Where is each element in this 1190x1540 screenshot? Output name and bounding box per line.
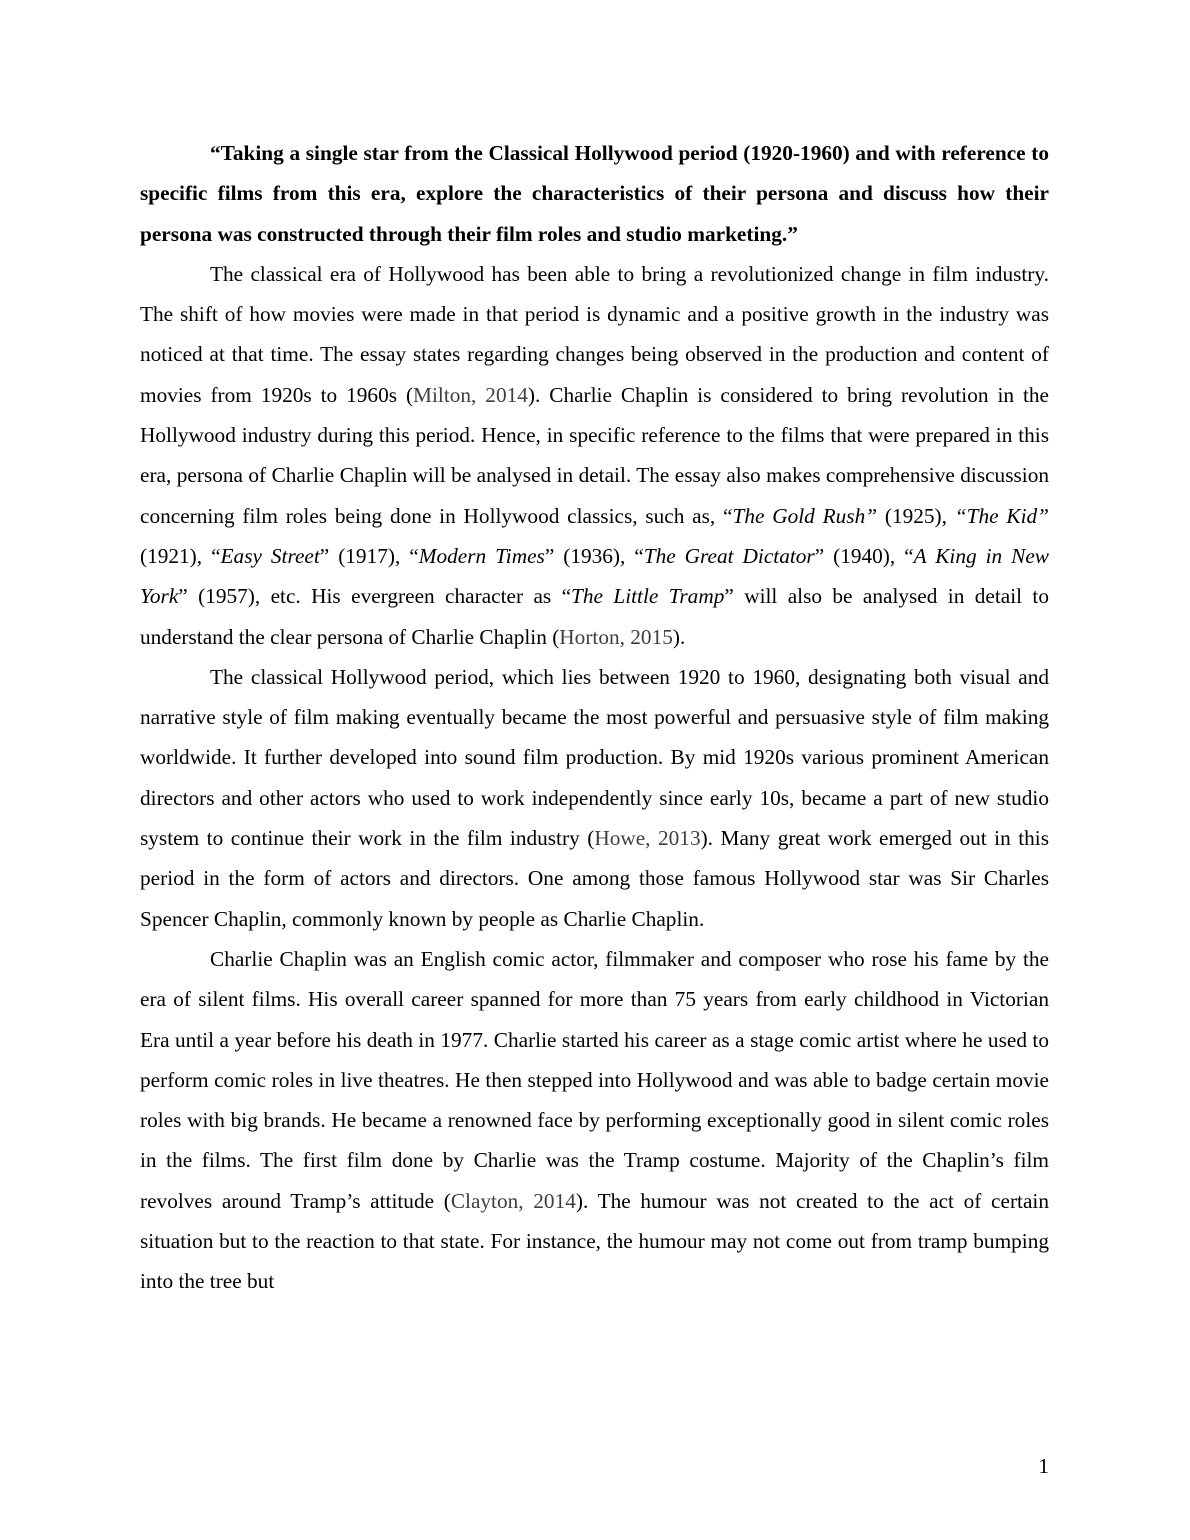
text-run: ). Many great work emerged out in this period in the form of actors and directors. One among those famous Hollywood star was Sir Charles Spencer Chaplin, commonly known by people as Charlie Chaplin. [140, 826, 1049, 931]
character-name: The Little Tramp [571, 584, 725, 609]
film-title: The Great Dictator [643, 543, 815, 568]
body-paragraph-1 [140, 254, 1049, 657]
film-title: A King in New York [140, 543, 1049, 609]
text-run: (1921), “ [140, 543, 221, 568]
text-run: Charlie Chaplin was an English comic actor, filmmaker and composer who rose his fame by the era of silent films. His overall career spanned for more than 75 years from early childhood in Victorian Era until a year before his death in 1977. Charlie started his career as a stage comic artist where he used to perform comic roles in live theatres. He then stepped into Hollywood and was able to badge certain movie roles with big brands. He became a renowned face by performing exceptionally good in silent comic roles in the films. The first film done by Charlie was the Tramp costume. Majority of the Chaplin’s film revolves around Tramp’s attitude ( [140, 946, 1049, 1213]
text-run: ” (1936), “ [544, 543, 644, 568]
body-paragraph-2 [140, 657, 1049, 939]
text-run: (1925), [877, 503, 955, 528]
text-run: The classical era of Hollywood has been able to bring a revolutionized change in film industry. The shift of how movies were made in that period is dynamic and a positive growth in the industry was noticed at that time. The essay states regarding changes being observed in the production and content of movies from 1920s to 1960s ( [140, 261, 1049, 407]
text-run: ” (1957), etc. His evergreen character as “ [178, 584, 572, 609]
citation: Clayton, 2014 [450, 1188, 576, 1213]
page-number: 1 [1038, 1454, 1049, 1478]
text-run: ). [672, 624, 686, 649]
text-run: ). Charlie Chaplin is considered to bring revolution in the Hollywood industry during this period. Hence, in specific reference to the films that were prepared in this era, persona of Charlie Chaplin will be analysed in detail. The essay also makes comprehensive discussion concerning film roles being done in Hollywood classics, such as, “ [140, 382, 1049, 528]
film-title: Modern Times [418, 543, 545, 568]
essay-question-title: “Taking a single star from the Classical Hollywood period (1920-1960) and with reference to specific films from this era, explore the characteristics of their persona and discuss how their persona was constructed through their film roles and studio marketing.” [140, 141, 1049, 246]
document-page [140, 133, 1049, 1302]
film-title: “The Kid” [954, 503, 1049, 528]
body-paragraph-3 [140, 939, 1049, 1302]
citation: Howe, 2013 [594, 826, 701, 851]
film-title: The Gold Rush” [732, 503, 878, 528]
text-run: The classical Hollywood period, which lies between 1920 to 1960, designating both visual and narrative style of film making eventually became the most powerful and persuasive style of film making worldwide. It further developed into sound film production. By mid 1920s various prominent American directors and other actors who used to work independently since early 10s, became a part of new studio system to continue their work in the film industry ( [140, 664, 1049, 851]
text-run: ” (1940), “ [814, 543, 914, 568]
film-title: Easy Street [220, 543, 320, 568]
citation: Horton, 2015 [559, 624, 673, 649]
citation: Milton, 2014 [413, 382, 528, 407]
text-run: ” (1917), “ [319, 543, 419, 568]
text-run: ” will also be analysed in detail to understand the clear persona of Charlie Chaplin ( [140, 584, 1049, 649]
text-run: ). The humour was not created to the act of certain situation but to the reaction to that state. For instance, the humour may not come out from tramp bumping into the tree but [140, 1188, 1049, 1294]
